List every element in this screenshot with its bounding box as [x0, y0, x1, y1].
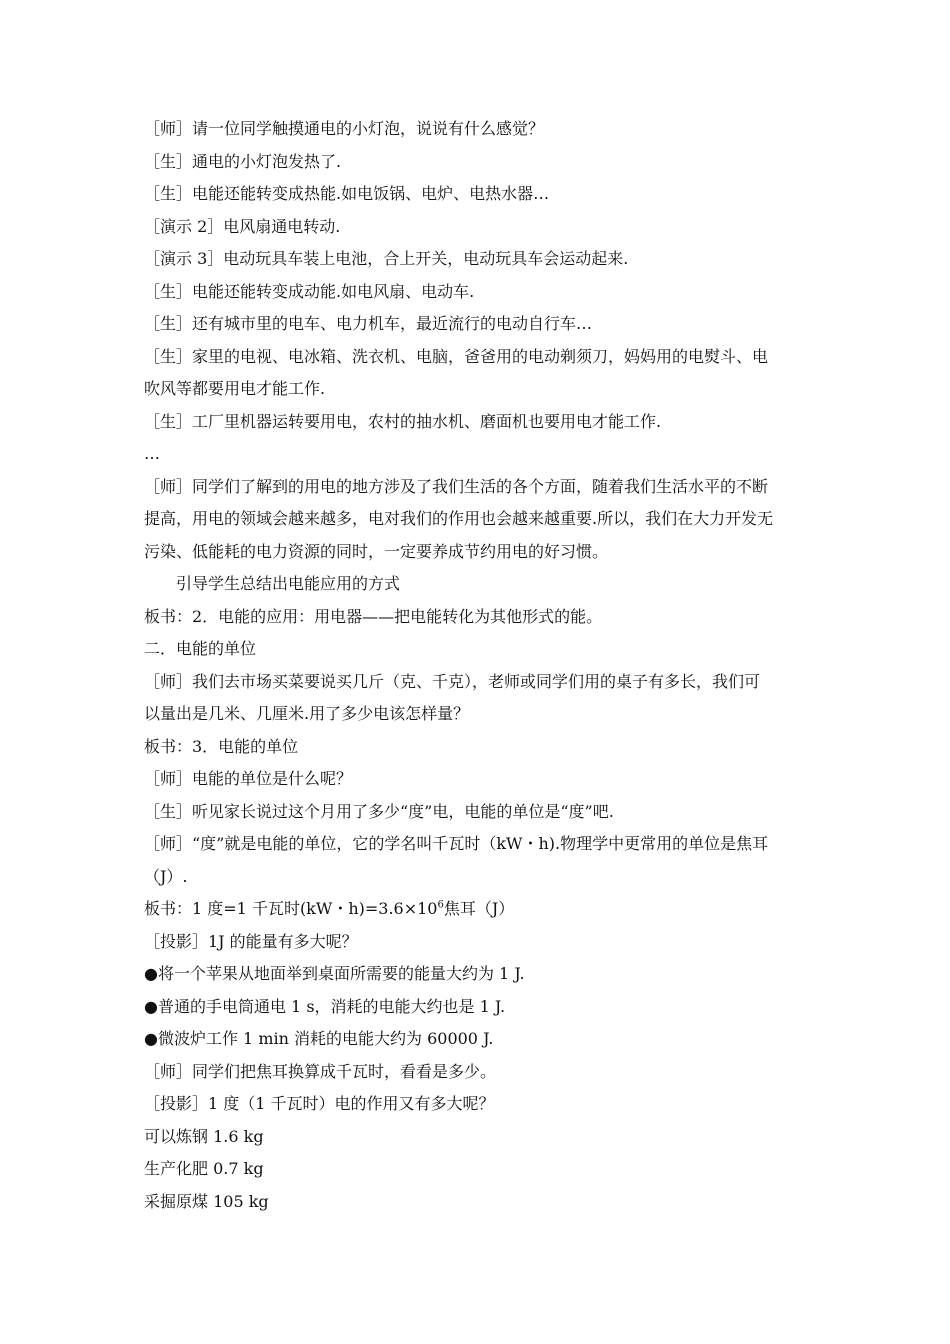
text-line-indented: 引导学生总结出电能应用的方式	[176, 574, 401, 593]
list-item: 生产化肥 0.7 kg	[144, 1159, 264, 1178]
text-line: 污染、低能耗的电力资源的同时，一定要养成节约用电的好习惯。	[144, 541, 609, 561]
text-line: ［师］电能的单位是什么呢？	[144, 769, 353, 788]
list-item: 采掘原煤 105 kg	[144, 1191, 269, 1211]
text-line: ［生］电能还能转变成动能.如电风扇、电动车.	[144, 281, 475, 301]
text-line: ［投影］1 度（1 千瓦时）电的作用又有多大呢？	[144, 1094, 495, 1113]
blackboard-note: 板书：2．电能的应用：用电器——把电能转化为其他形式的能。	[144, 606, 603, 626]
bullet-item: ●将一个苹果从地面举到桌面所需要的能量大约为 1 J.	[144, 964, 525, 983]
text-line: ［师］同学们把焦耳换算成千瓦时，看看是多少。	[144, 1061, 497, 1081]
text-line: ［生］工厂里机器运转要用电，农村的抽水机、磨面机也要用电才能工作.	[144, 411, 662, 431]
text-line: ［演示 2］电风扇通电转动.	[144, 216, 341, 236]
text-line: ［生］听见家长说过这个月用了多少“度”电，电能的单位是“度”吧.	[144, 801, 614, 821]
text-line: ［生］电能还能转变成热能.如电饭锅、电炉、电热水器…	[144, 184, 550, 203]
bullet-item: ●普通的手电筒通电 1 s，消耗的电能大约也是 1 J.	[144, 996, 506, 1016]
bullet-item: ●微波炉工作 1 min 消耗的电能大约为 60000 J.	[144, 1029, 494, 1048]
text-line: 以量出是几米、几厘米.用了多少电该怎样量？	[144, 704, 470, 723]
ellipsis-line: …	[144, 444, 160, 463]
formula-exponent: 6	[437, 899, 444, 911]
text-line: ［生］还有城市里的电车、电力机车，最近流行的电动自行车…	[144, 314, 593, 333]
text-line: 吹风等都要用电才能工作.	[144, 379, 326, 398]
blackboard-formula	[144, 893, 812, 926]
text-line: ［师］请一位同学触摸通电的小灯泡，说说有什么感觉？	[144, 119, 545, 138]
text-line: ［生］通电的小灯泡发热了.	[144, 151, 342, 171]
formula-unit: 焦耳（J）	[443, 899, 515, 918]
text-line: ［生］家里的电视、电冰箱、洗衣机、电脑，爸爸用的电动剃须刀，妈妈用的电熨斗、电	[144, 346, 769, 366]
text-line: （J）.	[144, 866, 188, 886]
formula-main: 板书：1 度=1 千瓦时(kW・h)=3.6×10	[144, 899, 438, 918]
text-line: ［师］我们去市场买菜要说买几斤（克、千克），老师或同学们用的桌子有多长，我们可	[144, 671, 761, 691]
section-heading: 二．电能的单位	[144, 639, 257, 658]
text-line: ［演示 3］电动玩具车装上电池，合上开关，电动玩具车会运动起来.	[144, 249, 629, 268]
text-line: ［师］同学们了解到的用电的地方涉及了我们生活的各个方面，随着我们生活水平的不断	[144, 476, 769, 496]
text-line: ［师］“度”就是电能的单位，它的学名叫千瓦时（kW・h).物理学中更常用的单位是焦耳	[144, 834, 769, 853]
blackboard-note: 板书：3．电能的单位	[144, 736, 299, 756]
document-page	[144, 113, 812, 1218]
text-line: 提高，用电的领域会越来越多，电对我们的作用也会越来越重要.所以，我们在大力开发无	[144, 509, 774, 528]
list-item: 可以炼钢 1.6 kg	[144, 1126, 264, 1146]
text-line: ［投影］1J 的能量有多大呢？	[144, 931, 358, 951]
